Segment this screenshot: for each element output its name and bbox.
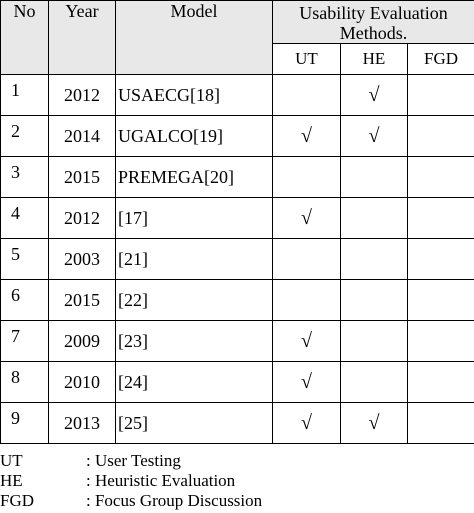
header-he: HE bbox=[341, 44, 408, 75]
cell-ut: √ bbox=[273, 116, 341, 157]
cell-year: 2012 bbox=[49, 198, 116, 239]
cell-fgd bbox=[408, 321, 474, 362]
header-year: Year bbox=[49, 1, 116, 75]
cell-model: [23] bbox=[116, 321, 273, 362]
header-fgd: FGD bbox=[408, 44, 474, 75]
cell-model: USAECG[18] bbox=[116, 75, 273, 116]
cell-fgd bbox=[408, 116, 474, 157]
cell-year: 2010 bbox=[49, 362, 116, 403]
cell-model: [24] bbox=[116, 362, 273, 403]
cell-ut bbox=[273, 157, 341, 198]
cell-he bbox=[341, 198, 408, 239]
cell-no: 3 bbox=[1, 157, 49, 198]
cell-fgd bbox=[408, 280, 474, 321]
table-row bbox=[1, 403, 474, 444]
cell-no: 1 bbox=[1, 75, 49, 116]
cell-ut bbox=[273, 239, 341, 280]
cell-year: 2015 bbox=[49, 280, 116, 321]
cell-model: [17] bbox=[116, 198, 273, 239]
cell-model: [22] bbox=[116, 280, 273, 321]
cell-no: 4 bbox=[1, 198, 49, 239]
table-row bbox=[1, 75, 474, 116]
cell-ut: √ bbox=[273, 362, 341, 403]
cell-fgd bbox=[408, 403, 474, 444]
cell-year: 2003 bbox=[49, 239, 116, 280]
cell-model: [21] bbox=[116, 239, 273, 280]
cell-ut: √ bbox=[273, 321, 341, 362]
header-model: Model bbox=[116, 1, 273, 75]
legend-item-fgd bbox=[0, 491, 262, 511]
cell-no: 8 bbox=[1, 362, 49, 403]
legend-abbr: FGD bbox=[0, 491, 35, 510]
legend-item-ut bbox=[0, 451, 262, 471]
cell-ut: √ bbox=[273, 198, 341, 239]
table-row bbox=[1, 198, 474, 239]
cell-year: 2014 bbox=[49, 116, 116, 157]
cell-he: √ bbox=[341, 75, 408, 116]
header-ut: UT bbox=[273, 44, 341, 75]
cell-year: 2012 bbox=[49, 75, 116, 116]
cell-model: PREMEGA[20] bbox=[116, 157, 273, 198]
cell-he bbox=[341, 157, 408, 198]
table-row bbox=[1, 239, 474, 280]
legend bbox=[0, 451, 262, 511]
cell-ut bbox=[273, 75, 341, 116]
cell-he: √ bbox=[341, 116, 408, 157]
cell-ut: √ bbox=[273, 403, 341, 444]
header-no: No bbox=[1, 1, 49, 75]
cell-fgd bbox=[408, 75, 474, 116]
cell-year: 2015 bbox=[49, 157, 116, 198]
cell-ut bbox=[273, 280, 341, 321]
cell-fgd bbox=[408, 239, 474, 280]
legend-desc: : Heuristic Evaluation bbox=[86, 471, 236, 490]
cell-year: 2009 bbox=[49, 321, 116, 362]
legend-item-he bbox=[0, 471, 262, 491]
cell-he bbox=[341, 362, 408, 403]
table-row bbox=[1, 280, 474, 321]
cell-fgd bbox=[408, 157, 474, 198]
legend-abbr: HE bbox=[0, 471, 23, 490]
legend-desc: : Focus Group Discussion bbox=[86, 491, 263, 510]
cell-fgd bbox=[408, 198, 474, 239]
table-row bbox=[1, 116, 474, 157]
cell-he bbox=[341, 239, 408, 280]
cell-he bbox=[341, 280, 408, 321]
cell-no: 5 bbox=[1, 239, 49, 280]
cell-he: √ bbox=[341, 403, 408, 444]
cell-no: 7 bbox=[1, 321, 49, 362]
cell-no: 2 bbox=[1, 116, 49, 157]
legend-desc: : User Testing bbox=[86, 451, 181, 470]
cell-fgd bbox=[408, 362, 474, 403]
cell-he bbox=[341, 321, 408, 362]
cell-no: 6 bbox=[1, 280, 49, 321]
table-row bbox=[1, 321, 474, 362]
table-row bbox=[1, 362, 474, 403]
legend-abbr: UT bbox=[0, 451, 23, 470]
cell-no: 9 bbox=[1, 403, 49, 444]
table-row bbox=[1, 157, 474, 198]
cell-year: 2013 bbox=[49, 403, 116, 444]
header-usability-methods: Usability Evaluation Methods. bbox=[273, 1, 474, 44]
cell-model: UGALCO[19] bbox=[116, 116, 273, 157]
cell-model: [25] bbox=[116, 403, 273, 444]
